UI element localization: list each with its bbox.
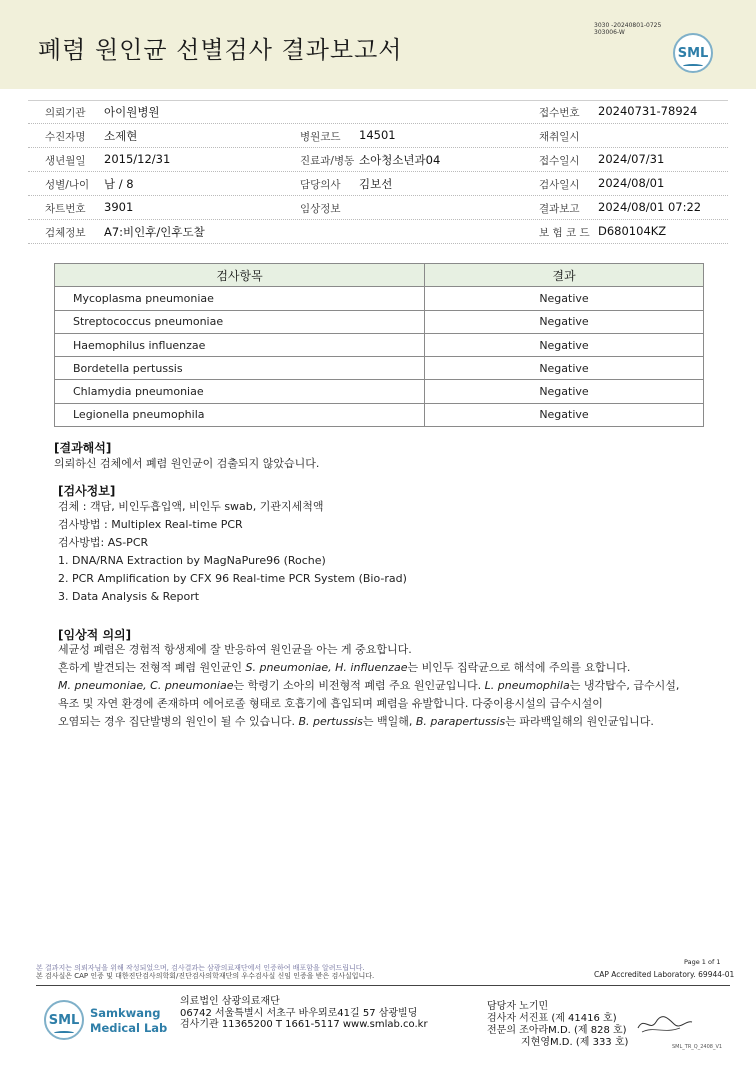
patient-name-label: 수진자명 <box>45 131 86 143</box>
clinical-text: 는 냉각탑수, 급수시설, <box>569 679 680 692</box>
birth-label: 생년월일 <box>45 155 86 167</box>
cap-accreditation: CAP Accredited Laboratory. 69944-01 <box>594 970 735 979</box>
brand-name-line-1: Samkwang <box>90 1006 161 1020</box>
clinical-line-5 <box>58 713 654 731</box>
report-title: 폐렴 원인균 선별검사 결과보고서 <box>38 36 403 64</box>
table-header-row <box>55 264 704 287</box>
insurance-code-value: D680104KZ <box>598 224 667 238</box>
specimen-label: 검체정보 <box>45 227 86 239</box>
doc-code-2: 303006-W <box>594 29 625 36</box>
staff-specialist-2: 지현영M.D. (제 333 호) <box>521 1037 629 1048</box>
test-item: Mycoplasma pneumoniae <box>55 287 425 310</box>
clinical-text: 는 비인두 집락균으로 해석에 주의를 요합니다. <box>407 661 631 674</box>
insurance-code-label: 보 험 코 드 <box>539 227 590 239</box>
chart-no-label: 차트번호 <box>45 203 86 215</box>
receipt-date-label: 접수일시 <box>539 155 580 167</box>
clinical-text: 흔하게 발견되는 전형적 폐렴 원인균인 <box>58 661 246 674</box>
test-result: Negative <box>425 357 704 380</box>
hospital-code-value: 14501 <box>359 128 396 142</box>
signature-icon <box>634 1012 694 1036</box>
birth-value: 2015/12/31 <box>104 152 171 166</box>
info-row-5 <box>28 196 728 220</box>
hospital-code-label: 병원코드 <box>300 131 341 143</box>
address: 06742 서울특별시 서초구 바우뫼로41길 57 삼광빌딩 <box>180 1007 418 1019</box>
clinical-text: 는 백일해, <box>362 715 416 728</box>
sex-age-value: 남 / 8 <box>104 177 134 191</box>
organism-names: S. pneumoniae, H. influenzae <box>245 661 408 674</box>
document-codes <box>594 22 661 36</box>
page-number: Page 1 of 1 <box>684 958 721 966</box>
report-date-label: 결과보고 <box>539 203 580 215</box>
table-row <box>55 287 704 310</box>
footer-notice-2: 본 검사실은 CAP 인증 및 대한진단검사의학회/진단검사의학재단의 우수검사실 신임 인증을 받은 검사실입니다. <box>36 972 375 980</box>
test-info-line: 검체 : 객담, 비인두흡입액, 비인두 swab, 기관지세척액 <box>58 500 324 513</box>
test-result: Negative <box>425 287 704 310</box>
test-info-line: 3. Data Analysis & Report <box>58 590 200 603</box>
test-item: Legionella pneumophila <box>55 403 425 426</box>
foundation-name: 의료법인 삼광의료재단 <box>180 996 280 1007</box>
table-row <box>55 403 704 426</box>
institution-value: 아이원병원 <box>104 105 160 119</box>
footer-notice-1: 본 결과지는 의뢰자님을 위해 작성되었으며, 검사결과는 삼광의료재단에서 인증하여 배포함을 알려드립니다. <box>36 964 365 972</box>
sex-age-label: 성별/나이 <box>45 179 90 191</box>
institution-label: 의뢰기관 <box>45 107 86 119</box>
clinical-text: 는 파라백일해의 원인균입니다. <box>505 715 654 728</box>
organism-names: B. pertussis <box>298 715 363 728</box>
doc-code-1: 3030 -20240801-0725 <box>594 22 662 29</box>
chart-no-value: 3901 <box>104 200 134 214</box>
sml-logo <box>673 33 713 73</box>
column-header-item: 검사항목 <box>55 264 425 287</box>
logo-swoosh-icon <box>54 1031 74 1035</box>
table-row <box>55 380 704 403</box>
clinical-info-label: 임상정보 <box>300 203 341 215</box>
results-table <box>54 263 704 427</box>
info-row-1 <box>28 100 728 124</box>
staff-block <box>487 1001 628 1049</box>
clinical-text: 오염되는 경우 집단발병의 원인이 될 수 있습니다. <box>58 715 299 728</box>
footer-sml-logo <box>44 1000 84 1040</box>
staff-in-charge: 담당자 노기민 <box>487 1001 549 1012</box>
report-header <box>0 0 756 89</box>
info-row-2 <box>28 124 728 148</box>
test-result: Negative <box>425 310 704 333</box>
staff-specialist-1: 전문의 조아라M.D. (제 828 호) <box>487 1025 627 1036</box>
organism-names: B. parapertussis <box>415 715 506 728</box>
table-row <box>55 357 704 380</box>
test-date-value: 2024/08/01 <box>598 176 665 190</box>
test-result: Negative <box>425 403 704 426</box>
brand-name-line-2: Medical Lab <box>90 1021 168 1035</box>
test-info-line: 검사방법 : Multiplex Real-time PCR <box>58 518 243 531</box>
test-info-title: [검사정보] <box>58 484 116 498</box>
contact-info: 검사기관 11365200 T 1661-5117 www.smlab.co.kr <box>180 1019 428 1030</box>
department-value: 소아청소년과04 <box>359 153 441 167</box>
table-row <box>55 333 704 356</box>
test-date-label: 검사일시 <box>539 179 580 191</box>
test-info-line: 1. DNA/RNA Extraction by MagNaPure96 (Roche) <box>58 554 326 567</box>
clinical-text: 는 학령기 소아의 비전형적 폐렴 주요 원인균입니다. <box>233 679 485 692</box>
footer-logo-text: SML <box>48 1013 80 1028</box>
info-row-3 <box>28 148 728 172</box>
info-row-4 <box>28 172 728 196</box>
organism-names: L. pneumophila <box>484 679 570 692</box>
staff-tester: 검사자 서진표 (제 41416 호) <box>487 1013 617 1024</box>
interpretation-text: 의뢰하신 검체에서 폐렴 원인균이 검출되지 않았습니다. <box>54 457 320 470</box>
table-row <box>55 310 704 333</box>
receipt-date-value: 2024/07/31 <box>598 152 665 166</box>
clinical-line-1: 세균성 폐렴은 경험적 항생제에 잘 반응하여 원인균을 아는 게 중요합니다. <box>58 643 412 656</box>
specimen-value: A7:비인후/인후도찰 <box>104 225 205 239</box>
collection-date-label: 채취일시 <box>539 131 580 143</box>
clinical-line-2 <box>58 659 630 677</box>
test-result: Negative <box>425 380 704 403</box>
doctor-value: 김보선 <box>359 177 393 191</box>
test-info-line: 검사방법: AS-PCR <box>58 536 149 549</box>
test-item: Chlamydia pneumoniae <box>55 380 425 403</box>
logo-swoosh-icon <box>683 64 703 68</box>
test-info-line: 2. PCR Amplification by CFX 96 Real-time PCR System (Bio-rad) <box>58 572 407 585</box>
patient-name-value: 소제현 <box>104 129 138 143</box>
receipt-no-label: 접수번호 <box>539 107 580 119</box>
receipt-no-value: 20240731-78924 <box>598 104 698 118</box>
report-date-value: 2024/08/01 07:22 <box>598 200 702 214</box>
form-code: SML_TR_Q_2408_V1 <box>672 1044 723 1050</box>
clinical-line-3 <box>58 677 679 695</box>
clinical-title: [임상적 의의] <box>58 628 132 642</box>
department-label: 진료과/병동 <box>300 155 355 167</box>
test-item: Streptococcus pneumoniae <box>55 310 425 333</box>
column-header-result: 결과 <box>425 264 704 287</box>
test-item: Bordetella pertussis <box>55 357 425 380</box>
lab-address-block <box>180 996 428 1031</box>
test-item: Haemophilus influenzae <box>55 333 425 356</box>
info-row-6 <box>28 220 728 244</box>
organism-names: M. pneumoniae, C. pneumoniae <box>58 679 234 692</box>
sml-logo-text: SML <box>677 46 709 61</box>
doctor-label: 담당의사 <box>300 179 341 191</box>
interpretation-title: [결과해석] <box>54 441 112 455</box>
footer-divider <box>36 985 730 986</box>
clinical-line-4: 욕조 및 자연 환경에 존재하며 에어로졸 형태로 호흡기에 흡입되며 폐렴을 유발합니다. 다중이용시설의 급수시설이 <box>58 697 603 710</box>
test-result: Negative <box>425 333 704 356</box>
